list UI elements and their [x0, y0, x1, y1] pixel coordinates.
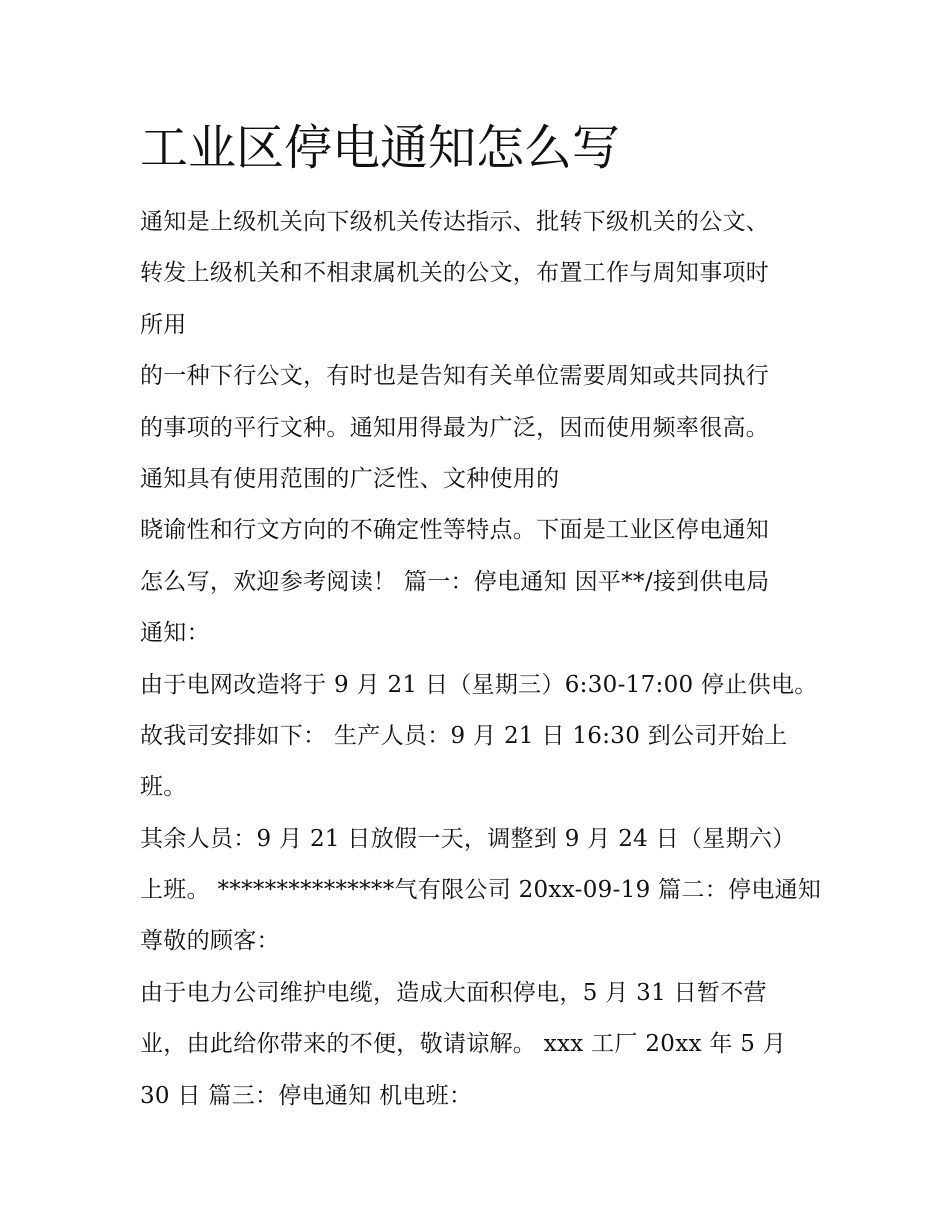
- body-line: 30 日 篇三：停电通知 机电班：: [140, 1082, 473, 1109]
- body-line: 转发上级机关和不相隶属机关的公文，布置工作与周知事项时: [140, 260, 770, 287]
- body-line: 通知具有使用范围的广泛性、文种使用的: [140, 465, 560, 492]
- document-body: [140, 197, 830, 1122]
- body-line: 由于电力公司维护电缆，造成大面积停电，5 月 31 日暂不营: [140, 979, 767, 1006]
- body-line: 的一种下行公文，有时也是告知有关单位需要周知或共同执行: [140, 363, 770, 390]
- body-line: 其余人员：9 月 21 日放假一天，调整到 9 月 24 日（星期六）: [140, 825, 796, 852]
- body-line: 的事项的平行文种。通知用得最为广泛，因而使用频率很高。: [140, 414, 770, 441]
- body-line: 所用: [140, 311, 187, 338]
- body-line: 业，由此给你带来的不便，敬请谅解。 xxx 工厂 20xx 年 5 月: [140, 1031, 787, 1058]
- body-line: 上班。 ***************气有限公司 20xx-09-19 篇二：停电通知: [140, 877, 822, 904]
- body-line: 由于电网改造将于 9 月 21 日（星期三）6:30-17:00 停止供电。: [140, 671, 818, 698]
- document-title: 工业区停电通知怎么写: [140, 120, 621, 176]
- body-line: 班。: [140, 774, 187, 801]
- body-line: 尊敬的顾客：: [140, 928, 280, 955]
- body-line: 故我司安排如下： 生产人员：9 月 21 日 16:30 到公司开始上: [140, 722, 788, 749]
- body-line: 通知：: [140, 620, 210, 647]
- body-line: 怎么写，欢迎参考阅读！ 篇一：停电通知 因平**/接到供电局: [140, 568, 770, 595]
- body-line: 晓谕性和行文方向的不确定性等特点。下面是工业区停电通知: [140, 517, 770, 544]
- body-line: 通知是上级机关向下级机关传达指示、批转下级机关的公文、: [140, 209, 770, 235]
